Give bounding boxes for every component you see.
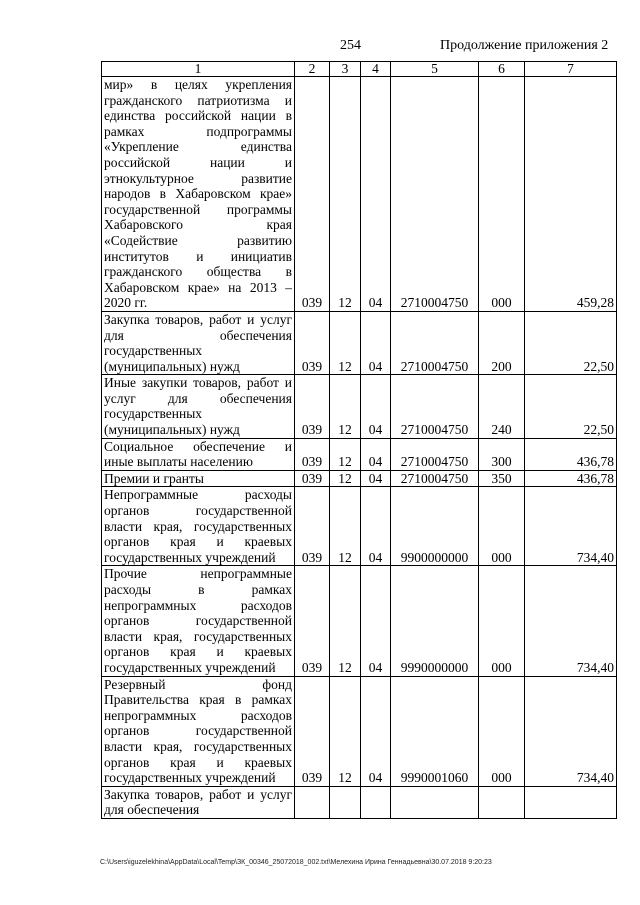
target-article-code: 2710004750 xyxy=(391,470,479,487)
expense-name-line: институтов и инициатив xyxy=(104,248,292,264)
table-row xyxy=(102,786,617,818)
table-row xyxy=(102,311,617,374)
column-number: 6 xyxy=(479,62,525,77)
column-number: 2 xyxy=(295,62,330,77)
expense-name xyxy=(102,311,295,374)
expense-name-line: Премии и гранты xyxy=(104,470,204,486)
expense-name xyxy=(102,438,295,470)
section-code: 12 xyxy=(330,311,361,374)
column-number-row xyxy=(102,62,617,77)
subsection-code: 04 xyxy=(361,487,391,566)
budget-table xyxy=(101,61,617,819)
section-code: 12 xyxy=(330,375,361,438)
expense-name-line: (муниципальных) нужд xyxy=(104,358,240,374)
amount: 436,78 xyxy=(525,470,617,487)
page-number: 254 xyxy=(340,38,361,53)
expense-name-line: услуг для обеспечения xyxy=(104,390,292,406)
expense-name-line: 2020 гг. xyxy=(104,295,148,311)
expense-name-line: (муниципальных) нужд xyxy=(104,422,240,438)
target-article-code: 9990001060 xyxy=(391,676,479,786)
column-number: 4 xyxy=(361,62,391,77)
expense-name xyxy=(102,77,295,312)
amount: 459,28 xyxy=(525,77,617,312)
expense-name-line: Иные закупки товаров, работ и xyxy=(104,375,292,391)
section-code: 12 xyxy=(330,438,361,470)
expense-name-line: Прочие непрограммные xyxy=(104,566,292,582)
expense-type-code xyxy=(479,786,525,818)
column-number: 5 xyxy=(391,62,479,77)
expense-name-line: мир» в целях укрепления xyxy=(104,77,292,92)
table-row xyxy=(102,566,617,676)
section-code: 12 xyxy=(330,470,361,487)
expense-name-line: Хабаровском крае» на 2013 – xyxy=(104,279,292,295)
subsection-code: 04 xyxy=(361,470,391,487)
expense-name-line: непрограммных расходов xyxy=(104,707,292,723)
table-row xyxy=(102,470,617,487)
expense-name-line: власти края, государственных xyxy=(104,518,292,534)
expense-type-code: 200 xyxy=(479,311,525,374)
expense-name-line: органов государственной xyxy=(104,723,292,739)
expense-name-line: органов края и краевых xyxy=(104,754,292,770)
expense-name-line: для обеспечения xyxy=(104,327,292,343)
target-article-code: 9900000000 xyxy=(391,487,479,566)
ministry-code: 039 xyxy=(295,375,330,438)
target-article-code: 9990000000 xyxy=(391,566,479,676)
expense-type-code: 300 xyxy=(479,438,525,470)
ministry-code: 039 xyxy=(295,311,330,374)
amount: 22,50 xyxy=(525,311,617,374)
expense-name-line: Непрограммные расходы xyxy=(104,487,292,503)
expense-name xyxy=(102,566,295,676)
expense-name-line: иные выплаты населению xyxy=(104,454,253,470)
expense-name xyxy=(102,487,295,566)
table-row xyxy=(102,676,617,786)
amount: 734,40 xyxy=(525,676,617,786)
expense-name-line: власти края, государственных xyxy=(104,628,292,644)
expense-name-line: государственных xyxy=(104,343,203,359)
expense-name-line: народов в Хабаровском крае» xyxy=(104,186,292,202)
expense-name-line: органов государственной xyxy=(104,613,292,629)
ministry-code: 039 xyxy=(295,438,330,470)
section-code: 12 xyxy=(330,566,361,676)
ministry-code: 039 xyxy=(295,77,330,312)
subsection-code: 04 xyxy=(361,375,391,438)
subsection-code: 04 xyxy=(361,311,391,374)
ministry-code xyxy=(295,786,330,818)
expense-name-line: органов края и краевых xyxy=(104,534,292,550)
expense-name-line: российской нации и xyxy=(104,154,292,170)
expense-name xyxy=(102,375,295,438)
target-article-code: 2710004750 xyxy=(391,375,479,438)
expense-name-line: государственных xyxy=(104,406,203,422)
expense-name xyxy=(102,676,295,786)
subsection-code: 04 xyxy=(361,566,391,676)
continuation-label: Продолжение приложения 2 xyxy=(440,38,609,53)
expense-name-line: гражданского общества в xyxy=(104,264,292,280)
expense-name-line: Хабаровского края xyxy=(104,217,292,233)
section-code: 12 xyxy=(330,676,361,786)
column-number: 1 xyxy=(102,62,295,77)
expense-type-code: 240 xyxy=(479,375,525,438)
file-path-footer: C:\Users\iguzelekhina\AppData\Local\Temp\ЗК_00346_25072018_002.txt\Мелехина Ирина Геннадьевна\30.07.2018 9:20:23 xyxy=(100,859,492,866)
target-article-code: 2710004750 xyxy=(391,311,479,374)
expense-name-line: Правительства края в рамках xyxy=(104,692,292,708)
section-code: 12 xyxy=(330,77,361,312)
expense-type-code: 000 xyxy=(479,676,525,786)
expense-type-code: 000 xyxy=(479,77,525,312)
expense-name-line: государственных учреждений xyxy=(104,549,276,565)
expense-name-line: органов государственной xyxy=(104,503,292,519)
target-article-code: 2710004750 xyxy=(391,77,479,312)
expense-name-line: «Содействие развитию xyxy=(104,232,292,248)
amount xyxy=(525,786,617,818)
expense-name-line: Закупка товаров, работ и услуг xyxy=(104,311,292,327)
ministry-code: 039 xyxy=(295,487,330,566)
amount: 734,40 xyxy=(525,487,617,566)
target-article-code: 2710004750 xyxy=(391,438,479,470)
expense-name xyxy=(102,786,295,818)
expense-type-code: 350 xyxy=(479,470,525,487)
expense-name-line: для обеспечения xyxy=(104,802,200,818)
ministry-code: 039 xyxy=(295,676,330,786)
subsection-code: 04 xyxy=(361,77,391,312)
subsection-code xyxy=(361,786,391,818)
expense-name-line: государственной программы xyxy=(104,201,292,217)
expense-name-line: государственных учреждений xyxy=(104,770,276,786)
expense-name-line: власти края, государственных xyxy=(104,738,292,754)
expense-type-code: 000 xyxy=(479,566,525,676)
ministry-code: 039 xyxy=(295,470,330,487)
expense-name-line: этнокультурное развитие xyxy=(104,170,292,186)
table-row xyxy=(102,77,617,312)
expense-name xyxy=(102,470,295,487)
table-row xyxy=(102,487,617,566)
target-article-code xyxy=(391,786,479,818)
expense-name-line: органов края и краевых xyxy=(104,644,292,660)
expense-name-line: непрограммных расходов xyxy=(104,597,292,613)
ministry-code: 039 xyxy=(295,566,330,676)
subsection-code: 04 xyxy=(361,676,391,786)
section-code xyxy=(330,786,361,818)
column-number: 3 xyxy=(330,62,361,77)
amount: 734,40 xyxy=(525,566,617,676)
subsection-code: 04 xyxy=(361,438,391,470)
amount: 436,78 xyxy=(525,438,617,470)
table-row xyxy=(102,375,617,438)
table-row xyxy=(102,438,617,470)
expense-name-line: Социальное обеспечение и xyxy=(104,438,292,454)
expense-name-line: «Укрепление единства xyxy=(104,139,292,155)
expense-name-line: рамках подпрограммы xyxy=(104,123,292,139)
amount: 22,50 xyxy=(525,375,617,438)
expense-name-line: Закупка товаров, работ и услуг xyxy=(104,786,292,802)
column-number: 7 xyxy=(525,62,617,77)
expense-name-line: расходы в рамках xyxy=(104,582,292,597)
section-code: 12 xyxy=(330,487,361,566)
expense-name-line: гражданского патриотизма и xyxy=(104,92,292,108)
expense-name-line: Резервный фонд xyxy=(104,676,292,692)
expense-name-line: государственных учреждений xyxy=(104,659,276,675)
expense-type-code: 000 xyxy=(479,487,525,566)
expense-name-line: единства российской нации в xyxy=(104,108,292,124)
